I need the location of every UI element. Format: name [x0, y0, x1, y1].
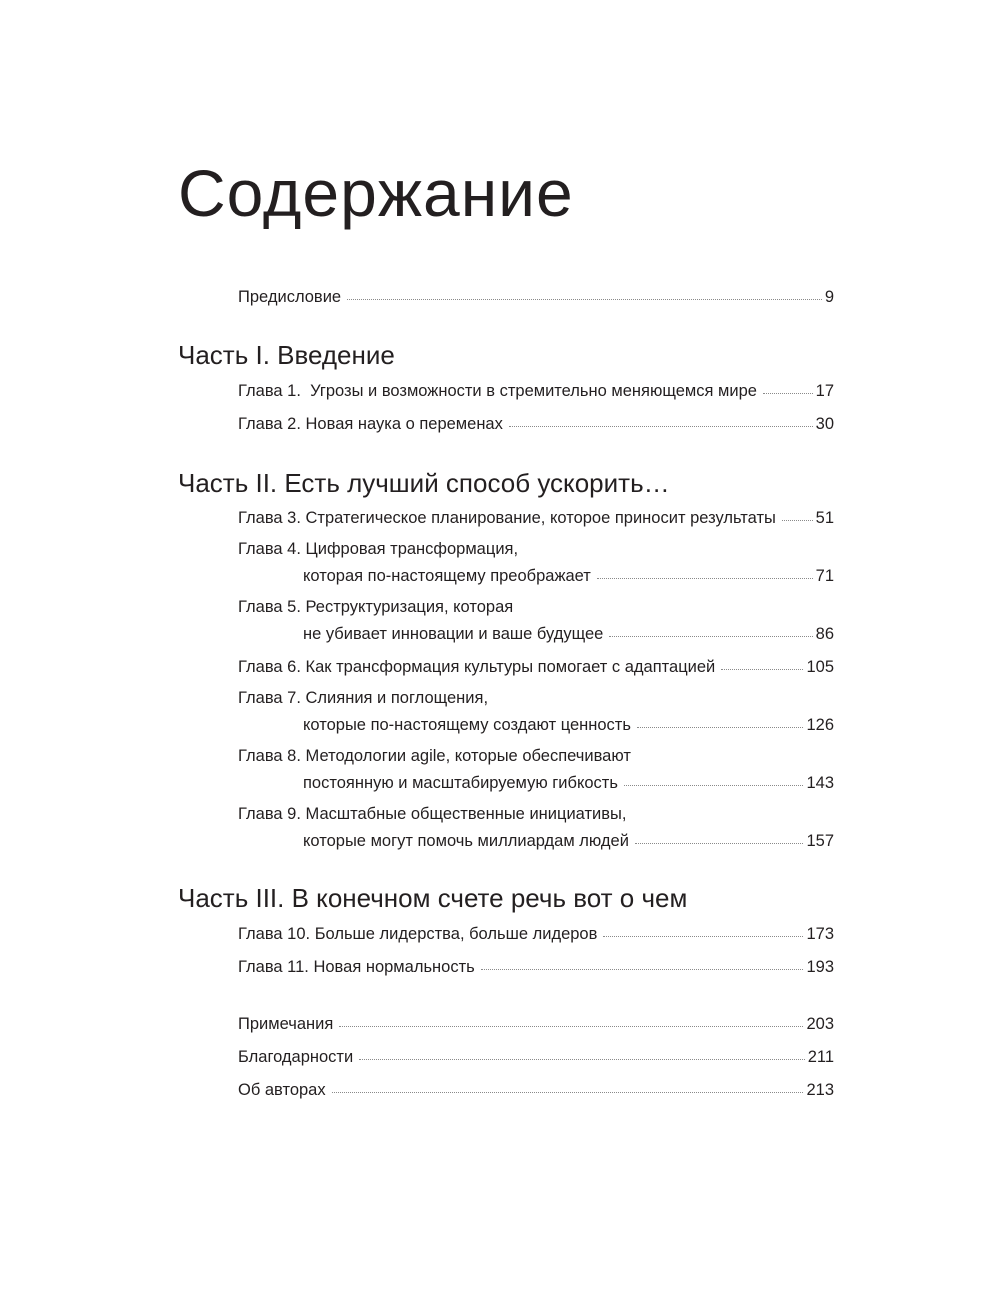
toc-entry-chapter-start[interactable] [238, 599, 513, 616]
chapter-title-cont: которые по-настоящему создают ценность [303, 716, 631, 734]
page-number: 105 [806, 658, 834, 676]
toc-entry-chapter-cont[interactable] [303, 717, 834, 734]
dot-leader [597, 578, 813, 579]
page-number: 71 [815, 567, 834, 585]
chapter-title: Методологии agile, которые обеспечивают [305, 747, 631, 765]
chapter-number: Глава 2. [238, 415, 301, 433]
toc-entry-chapter-cont[interactable] [303, 626, 834, 643]
dot-leader [637, 727, 804, 728]
page-title: Содержание [178, 156, 574, 230]
entry-label: Благодарности [238, 1048, 354, 1066]
chapter-number: Глава 8. [238, 747, 301, 765]
page-number: 173 [806, 925, 834, 943]
chapter-title: Новая наука о переменах [305, 415, 503, 433]
page-number: 126 [806, 716, 834, 734]
part-title: Часть I. Введение [178, 340, 395, 370]
chapter-number: Глава 9. [238, 805, 301, 823]
entry-label: Предисловие [238, 288, 342, 306]
chapter-number: Глава 11. [238, 958, 309, 976]
toc-entry-chapter-cont[interactable] [303, 568, 834, 585]
toc-entry-chapter-cont[interactable] [303, 833, 834, 850]
page-number: 193 [806, 958, 834, 976]
entry-label: Об авторах [238, 1081, 326, 1099]
page-number: 9 [824, 288, 834, 306]
dot-leader [721, 669, 803, 670]
chapter-title: Масштабные общественные инициативы, [305, 805, 627, 823]
chapter-title: Больше лидерства, больше лидеров [314, 925, 598, 943]
toc-entry-chapter-start[interactable] [238, 690, 488, 707]
dot-leader [347, 299, 822, 300]
toc-entry-chapter-cont[interactable] [303, 775, 834, 792]
dot-leader [339, 1026, 803, 1027]
dot-leader [609, 636, 812, 637]
chapter-number: Глава 4. [238, 540, 301, 558]
chapter-title: Угрозы и возможности в стремительно меняющемся мире [310, 382, 757, 400]
toc-entry-chapter-start[interactable] [238, 806, 626, 823]
chapter-title-cont: не убивает инновации и ваше будущее [303, 625, 604, 643]
page-number: 203 [806, 1015, 834, 1033]
page-number: 86 [815, 625, 834, 643]
page-number: 211 [807, 1048, 834, 1066]
dot-leader [359, 1059, 804, 1060]
toc-entry-acknowledgments[interactable] [238, 1049, 834, 1066]
toc-entry-about-authors[interactable] [238, 1082, 834, 1099]
page-number: 143 [806, 774, 834, 792]
dot-leader [624, 785, 804, 786]
chapter-title: Стратегическое планирование, которое приносит результаты [305, 509, 776, 527]
toc-entry-chapter-start[interactable] [238, 541, 518, 558]
chapter-number: Глава 3. [238, 509, 301, 527]
chapter-number: Глава 1. [238, 382, 301, 400]
entry-label: Примечания [238, 1015, 334, 1033]
toc-entry-chapter[interactable] [238, 510, 834, 527]
chapter-title-cont: которая по-настоящему преображает [303, 567, 591, 585]
chapter-number: Глава 6. [238, 658, 301, 676]
dot-leader [509, 426, 813, 427]
chapter-title: Цифровая трансформация, [305, 540, 519, 558]
dot-leader [763, 393, 813, 394]
toc-entry-chapter[interactable] [238, 959, 834, 976]
page-number: 213 [806, 1081, 834, 1099]
part-title: Часть II. Есть лучший способ ускорить… [178, 468, 670, 498]
page-number: 157 [806, 832, 834, 850]
toc-entry-preface[interactable] [238, 289, 834, 306]
chapter-number: Глава 10. [238, 925, 311, 943]
chapter-title-cont: постоянную и масштабируемую гибкость [303, 774, 618, 792]
dot-leader [635, 843, 804, 844]
page-number: 30 [815, 415, 834, 433]
toc-entry-chapter[interactable] [238, 659, 834, 676]
dot-leader [332, 1092, 804, 1093]
dot-leader [603, 936, 803, 937]
part-title: Часть III. В конечном счете речь вот о чем [178, 883, 688, 913]
dot-leader [782, 520, 813, 521]
toc-entry-chapter[interactable] [238, 383, 834, 400]
page-number: 51 [815, 509, 834, 527]
chapter-number: Глава 7. [238, 689, 301, 707]
toc-entry-chapter[interactable] [238, 926, 834, 943]
chapter-title-cont: которые могут помочь миллиардам людей [303, 832, 629, 850]
chapter-title: Новая нормальность [313, 958, 475, 976]
chapter-title: Реструктуризация, которая [305, 598, 514, 616]
page-number: 17 [815, 382, 834, 400]
dot-leader [481, 969, 804, 970]
toc-entry-notes[interactable] [238, 1016, 834, 1033]
toc-entry-chapter-start[interactable] [238, 748, 631, 765]
toc-entry-chapter[interactable] [238, 416, 834, 433]
chapter-title: Слияния и поглощения, [305, 689, 489, 707]
chapter-title: Как трансформация культуры помогает с адаптацией [305, 658, 716, 676]
chapter-number: Глава 5. [238, 598, 301, 616]
